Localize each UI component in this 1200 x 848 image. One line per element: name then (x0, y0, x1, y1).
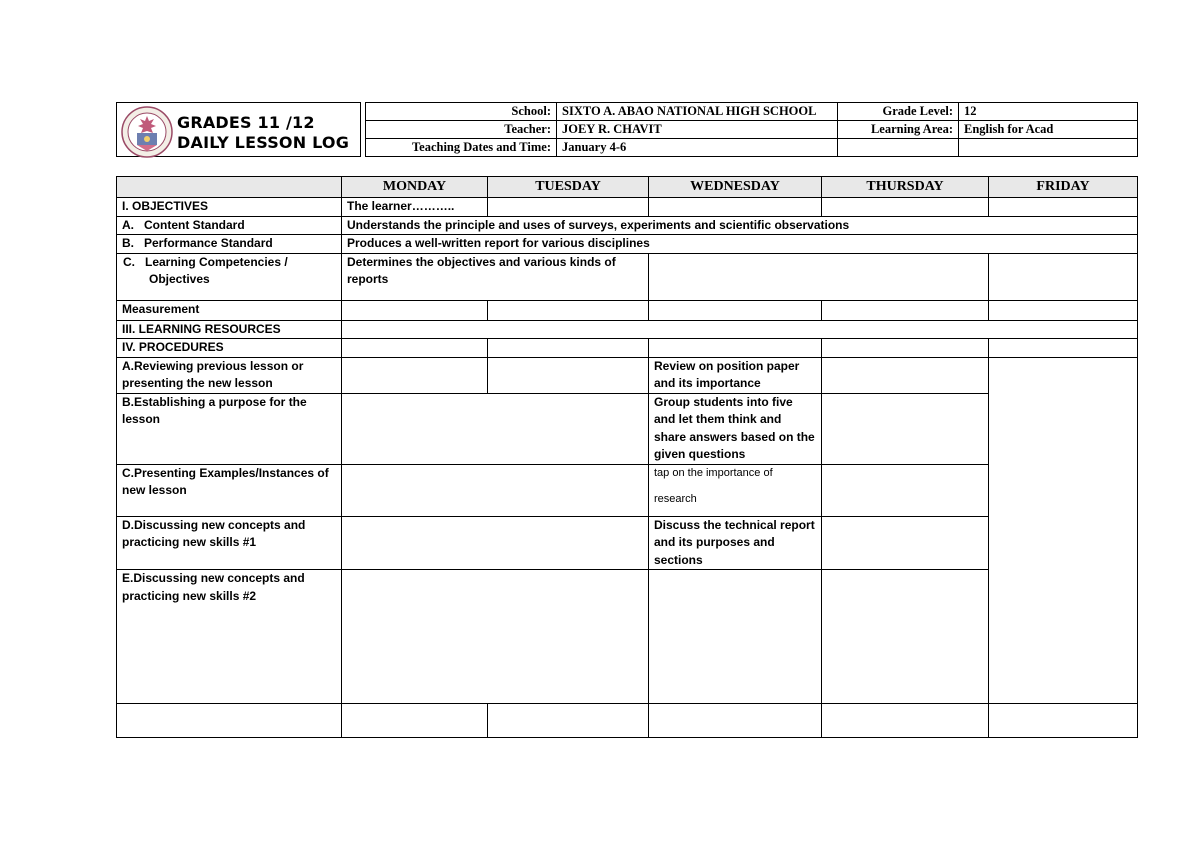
learning-competencies-value: Determines the objectives and various kinds of reports (342, 253, 649, 300)
table-cell (822, 704, 989, 738)
table-cell (989, 300, 1138, 320)
grade-level-label: Grade Level: (838, 103, 959, 121)
table-cell (488, 300, 649, 320)
school-label: School: (366, 103, 557, 121)
header-title-box (116, 102, 361, 157)
teacher-value: JOEY R. CHAVIT (557, 121, 838, 139)
performance-standard-value: Produces a well-written report for various disciplines (342, 235, 1138, 254)
discussing-1-label: D.Discussing new concepts and practicing new skills #1 (117, 516, 342, 570)
table-cell (488, 357, 649, 393)
content-standard-label: A. Content Standard (117, 216, 342, 235)
teaching-dates-label: Teaching Dates and Time: (366, 139, 557, 157)
table-cell (649, 253, 989, 300)
day-header-friday: FRIDAY (989, 177, 1138, 198)
learning-area-label: Learning Area: (838, 121, 959, 139)
table-cell (822, 300, 989, 320)
discussing-2-label: E.Discussing new concepts and practicing new skills #2 (117, 570, 342, 704)
friday-procedures-cell (989, 357, 1138, 704)
table-cell (649, 300, 822, 320)
examples-label: C.Presenting Examples/Instances of new lesson (117, 464, 342, 516)
header-info-table (365, 102, 1138, 157)
table-cell (649, 570, 822, 704)
table-cell (989, 253, 1138, 300)
examples-wednesday-line-2: research (654, 493, 697, 505)
table-cell (342, 516, 649, 570)
procedures-label: IV. PROCEDURES (117, 339, 342, 358)
table-cell (989, 198, 1138, 217)
title-line-1: GRADES 11 /12 (177, 113, 315, 132)
table-cell (342, 300, 488, 320)
day-header-wednesday: WEDNESDAY (649, 177, 822, 198)
table-cell (822, 339, 989, 358)
grade-level-value: 12 (959, 103, 1138, 121)
corner-cell (117, 177, 342, 198)
table-cell (488, 339, 649, 358)
table-cell (342, 357, 488, 393)
learning-resources-label: III. LEARNING RESOURCES (117, 320, 342, 339)
teaching-dates-value: January 4-6 (557, 139, 838, 157)
lesson-log-table (116, 176, 1138, 738)
table-cell (488, 198, 649, 217)
empty-cell (959, 139, 1138, 157)
table-cell (342, 339, 488, 358)
table-cell (117, 704, 342, 738)
table-cell (649, 339, 822, 358)
examples-wednesday-line-1: tap on the importance of (654, 466, 773, 479)
day-header-monday: MONDAY (342, 177, 488, 198)
table-cell (822, 198, 989, 217)
content-standard-value: Understands the principle and uses of surveys, experiments and scientific observations (342, 216, 1138, 235)
table-cell (822, 516, 989, 570)
day-header-tuesday: TUESDAY (488, 177, 649, 198)
performance-standard-label: B. Performance Standard (117, 235, 342, 254)
table-cell (342, 393, 649, 464)
reviewing-label: A.Reviewing previous lesson or presenting the new lesson (117, 357, 342, 393)
title-line-2: DAILY LESSON LOG (177, 133, 350, 152)
table-cell (649, 198, 822, 217)
table-cell (649, 704, 822, 738)
deped-seal-icon (120, 105, 174, 159)
learning-area-value: English for Acad (959, 121, 1138, 139)
table-cell (989, 339, 1138, 358)
objectives-label: I. OBJECTIVES (117, 198, 342, 217)
table-cell (989, 704, 1138, 738)
table-cell (342, 570, 649, 704)
table-cell (822, 464, 989, 516)
table-cell (342, 704, 488, 738)
table-cell (822, 357, 989, 393)
table-cell (822, 393, 989, 464)
table-cell (488, 704, 649, 738)
table-cell (342, 320, 1138, 339)
reviewing-wednesday: Review on position paper and its importance (649, 357, 822, 393)
table-cell (342, 464, 649, 516)
purpose-label: B.Establishing a purpose for the lesson (117, 393, 342, 464)
purpose-wednesday: Group students into five and let them think and share answers based on the given questions (649, 393, 822, 464)
measurement-label: Measurement (117, 300, 342, 320)
teacher-label: Teacher: (366, 121, 557, 139)
day-header-thursday: THURSDAY (822, 177, 989, 198)
table-cell (822, 570, 989, 704)
discussing-1-wednesday: Discuss the technical report and its purposes and sections (649, 516, 822, 570)
objectives-monday: The learner……….. (342, 198, 488, 217)
learning-competencies-label: C. Learning Competencies / Objectives (117, 253, 342, 300)
empty-cell (838, 139, 959, 157)
school-value: SIXTO A. ABAO NATIONAL HIGH SCHOOL (557, 103, 838, 121)
examples-wednesday (649, 464, 822, 516)
